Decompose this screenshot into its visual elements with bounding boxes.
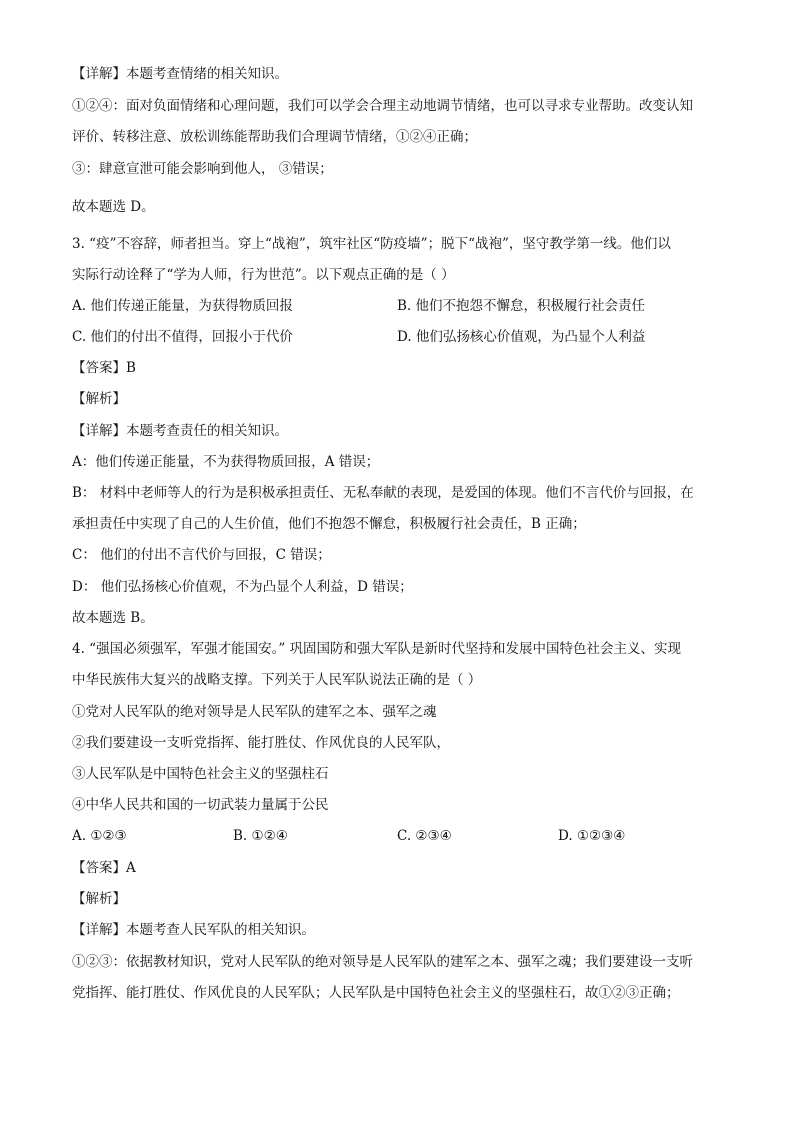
question-3-stem: 实际行动诠释了“学为人师，行为世范”。以下观点正确的是（ ） xyxy=(72,267,455,283)
text-line: ③：肆意宣泄可能会影响到他人， ③错误； xyxy=(72,161,333,177)
q4-option-c: C. ②③④ xyxy=(397,828,452,844)
text-line: C： 他们的付出不言代价与回报，C 错误； xyxy=(72,547,331,563)
text-line: ①②④：面对负面情绪和心理问题，我们可以学会合理主动地调节情绪，也可以寻求专业帮助。改变认知 xyxy=(72,98,693,114)
analysis-label: 【解析】 xyxy=(72,391,126,407)
text-line: D： 他们弘扬核心价值观，不为凸显个人利益，D 错误； xyxy=(72,579,413,595)
q3-option-b: B. 他们不抱怨不懈怠，积极履行社会责任 xyxy=(397,298,646,314)
answer-label: 【答案】B xyxy=(72,360,136,376)
text-line: ①②③：依据教材知识，党对人民军队的绝对领导是人民军队的建军之本、强军之魂；我们要建设一支听 xyxy=(72,954,693,970)
q3-option-c: C. 他们的付出不值得，回报小于代价 xyxy=(72,329,293,345)
question-4-stem: 中华民族伟大复兴的战略支撑。下列关于人民军队说法正确的是（ ） xyxy=(72,672,482,688)
q4-option-b: B. ①②④ xyxy=(233,828,288,844)
q3-option-d: D. 他们弘扬核心价值观，为凸显个人利益 xyxy=(397,329,646,345)
text-line: B： 材料中老师等人的行为是积极承担责任、无私奉献的表现，是爱国的体现。他们不言代价与回报，在 xyxy=(72,485,694,501)
text-line: 承担责任中实现了自己的人生价值，他们不抱怨不懈怠，积极履行社会责任，B 正确； xyxy=(72,516,586,532)
text-line: 故本题选 B。 xyxy=(72,610,154,626)
text-line: ③人民军队是中国特色社会主义的坚强柱石 xyxy=(72,766,329,782)
q4-option-a: A. ①②③ xyxy=(72,828,127,844)
text-line: 【详解】本题考查人民军队的相关知识。 xyxy=(72,922,315,938)
text-line: ④中华人民共和国的一切武装力量属于公民 xyxy=(72,797,329,813)
text-line: ①党对人民军队的绝对领导是人民军队的建军之本、强军之魂 xyxy=(72,704,437,720)
text-line: 评价、转移注意、放松训练能帮助我们合理调节情绪，①②④正确； xyxy=(72,129,477,145)
text-line: 【详解】本题考查责任的相关知识。 xyxy=(72,423,288,439)
question-4-stem: 4. “强国必须强军，军强才能国安。” 巩固国防和强大军队是新时代坚持和发展中国特色社会主义、实现 xyxy=(72,641,682,657)
answer-label: 【答案】A xyxy=(72,860,136,876)
q3-option-a: A. 他们传递正能量，为获得物质回报 xyxy=(72,298,293,314)
text-line: 【详解】本题考查情绪的相关知识。 xyxy=(72,66,288,82)
text-line: 党指挥、能打胜仗、作风优良的人民军队；人民军队是中国特色社会主义的坚强柱石，故①②③正确； xyxy=(72,985,680,1001)
text-line: A：他们传递正能量，不为获得物质回报，A 错误； xyxy=(72,454,380,470)
text-line: ②我们要建设一支听党指挥、能打胜仗、作风优良的人民军队， xyxy=(72,735,450,751)
q4-option-d: D. ①②③④ xyxy=(558,828,626,844)
text-line: 故本题选 D。 xyxy=(72,199,155,215)
analysis-label: 【解析】 xyxy=(72,891,126,907)
question-3-stem: 3. “疫”不容辞，师者担当。穿上“战袍”，筑牢社区“防疫墙”；脱下“战袍”，坚守教学第一线。他们以 xyxy=(72,236,671,252)
